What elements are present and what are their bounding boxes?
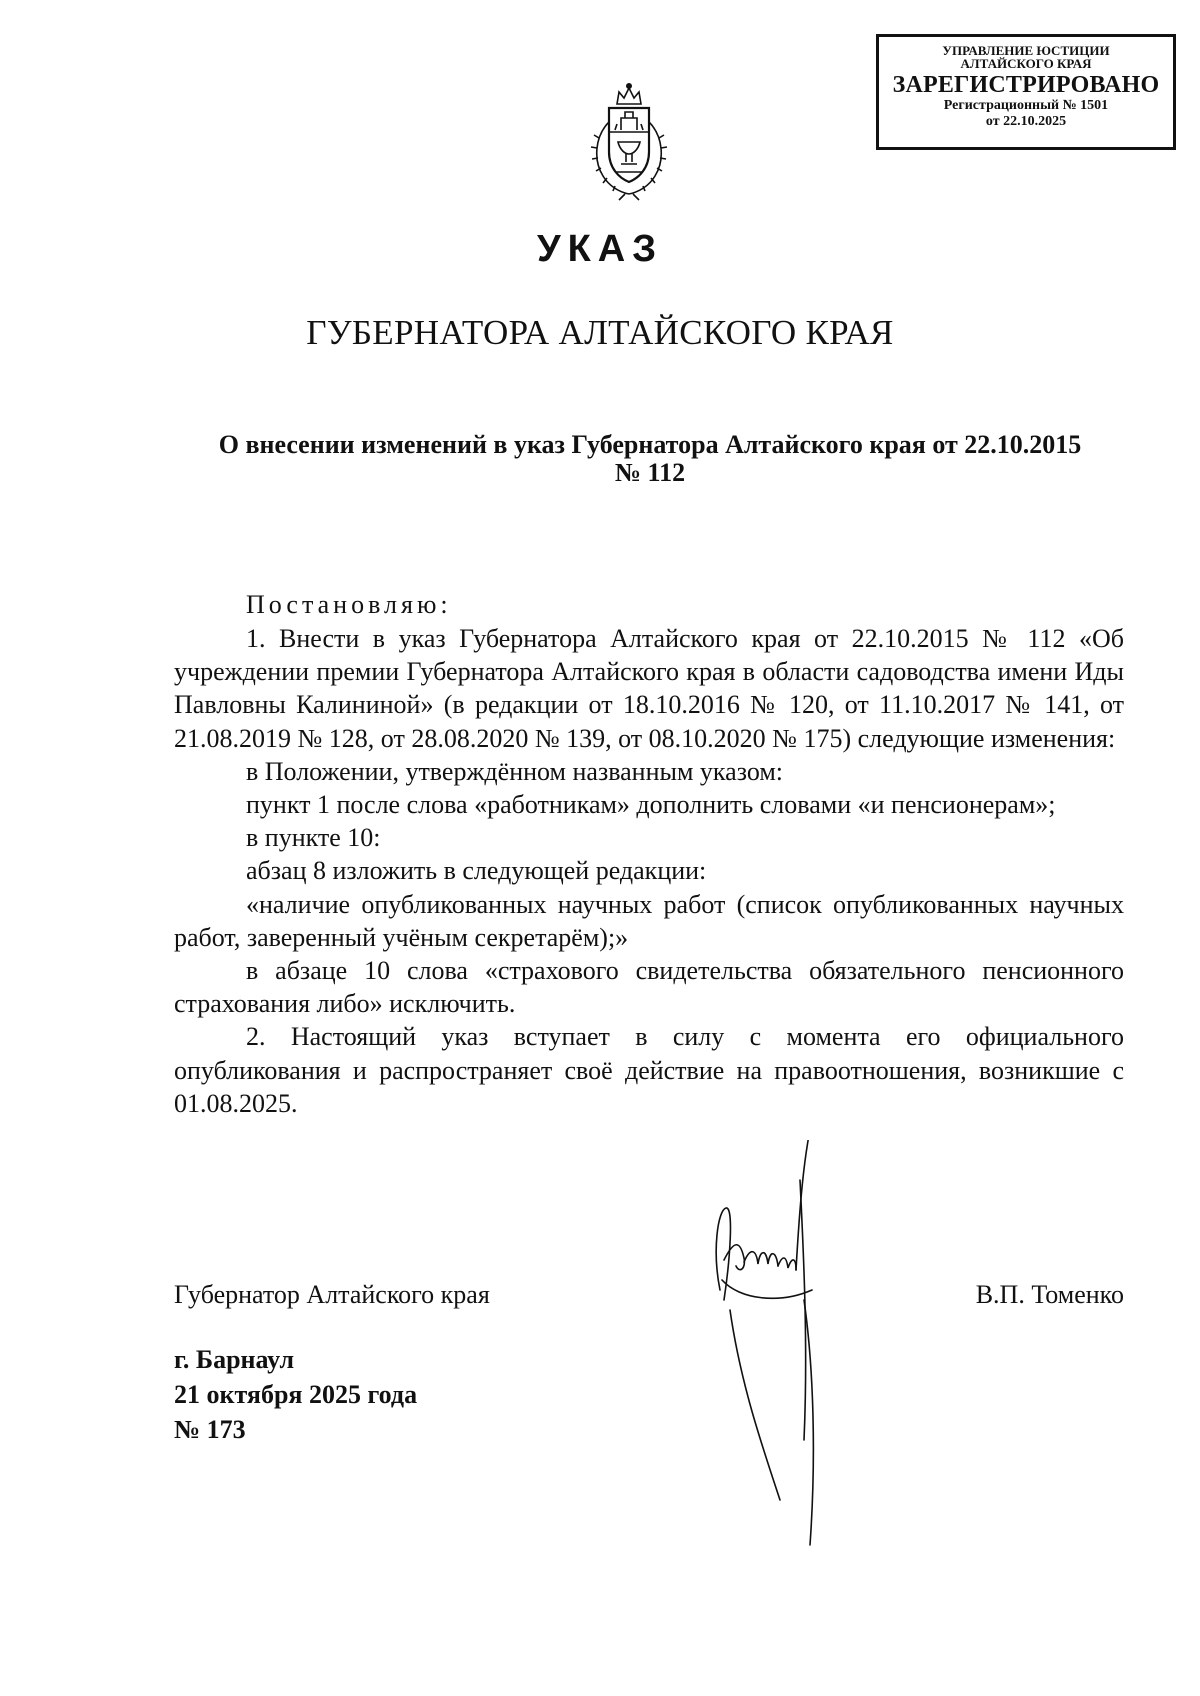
document-type: УКАЗ [536,228,664,270]
stamp-organization [879,44,1173,70]
stamp-reg-number: Регистрационный № 1501 [943,98,1109,114]
signer-title: Губернатор Алтайского края [174,1280,490,1309]
footer-date: 21 октября 2025 года [174,1380,418,1409]
registration-stamp [876,34,1176,150]
decree-word: Постановляю: [246,590,452,619]
body-paragraph: 2. Настоящий указ вступает в силу с момента его официального опубликования и распространяет своё действие на правоотношения, возникшие с 01.08.2025. [174,1022,1124,1118]
document-footer [174,1342,417,1447]
stamp-org-line2: АЛТАЙСКОГО КРАЯ [960,56,1092,71]
footer-number: № 173 [174,1415,246,1444]
body-paragraph: пункт 1 после слова «работникам» дополнить словами «и пенсионерам»; [246,790,1056,820]
subject-line1: О внесении изменений в указ Губернатора Алтайского края от 22.10.2015 [218,430,1082,459]
document-body [174,622,1124,1120]
stamp-org-line1: УПРАВЛЕНИЕ ЮСТИЦИИ [942,43,1110,58]
coat-of-arms-icon [585,78,673,202]
body-paragraph: 1. Внести в указ Губернатора Алтайского края от 22.10.2015 № 112 «Об учреждении премии Губернатора Алтайского края в области садоводства имени Иды Павловны Калининой» (в редакции от 18.10.2016 № 120, от 11.10.2017 № 141, от 21.08.2019 № 128, от 28.08.2020 № 139, от 08.10.2020 № 175) следующие изменения: [174,624,1124,753]
stamp-reg-date: от 22.10.2025 [985,113,1067,129]
document-subject [170,431,1130,487]
document-issuer: ГУБЕРНАТОРА АЛТАЙСКОГО КРАЯ [306,313,894,352]
subject-line2: № 112 [614,458,686,487]
stamp-status: ЗАРЕГИСТРИРОВАНО [892,72,1160,98]
body-paragraph: «наличие опубликованных научных работ (список опубликованных научных работ, заверенный учёным секретарём);» [174,889,1124,952]
body-paragraph: в пункте 10: [246,823,381,853]
body-paragraph: в абзаце 10 слова «страхового свидетельства обязательного пенсионного страхования либо» исключить. [174,956,1124,1019]
body-paragraph: в Положении, утверждённом названным указом: [246,756,784,786]
footer-city: г. Барнаул [174,1345,295,1374]
body-paragraph: абзац 8 изложить в следующей редакции: [246,856,707,886]
signer-name: В.П. Томенко [975,1280,1124,1309]
handwritten-signature-icon [700,1140,880,1550]
